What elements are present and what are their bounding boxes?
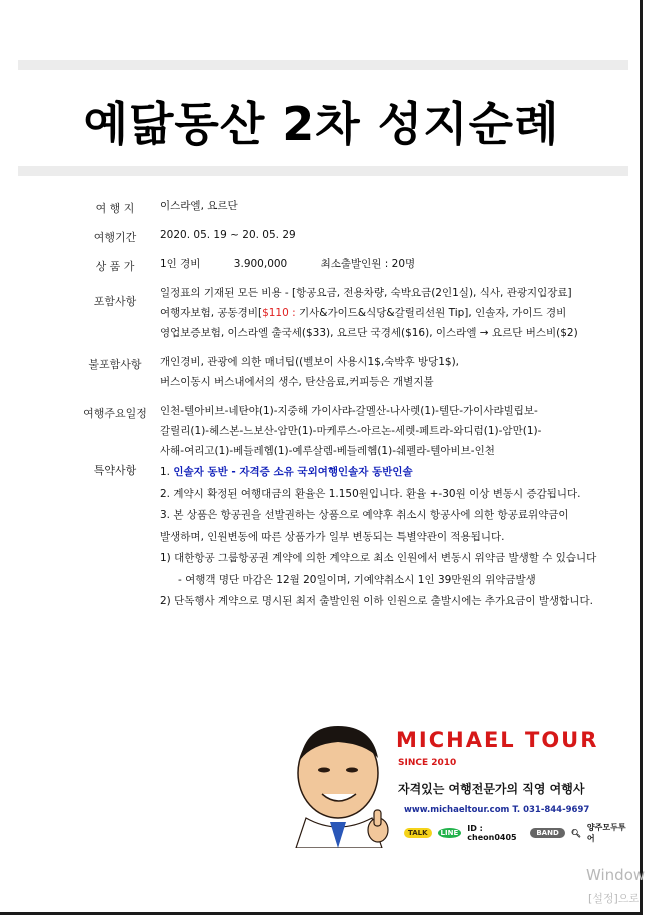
included-label: 포함사항	[93, 295, 137, 308]
notice-item-3a: 3. 본 상품은 항공권을 선발권하는 상품으로 예약후 취소시 항공사에 의한 항공료위약금이	[160, 509, 569, 521]
notice-item-4: 1) 대한항공 그룹항공권 계약에 의한 계약으로 최소 인원에서 변동시 위약금 발생할 수 있습니다	[160, 552, 597, 564]
destination-value: 이스라엘, 요르단	[160, 200, 238, 212]
included-row	[70, 287, 630, 343]
michael-tour-ad	[286, 708, 626, 848]
website-phone: www.michaeltour.com T. 031-844-9697	[404, 805, 590, 815]
included-line-1: 일정표의 기재된 모든 비용 - [항공요금, 전용차량, 숙박요금(2인1실), 식사, 관광지입장료]	[160, 287, 572, 299]
period-label: 여행기간	[93, 231, 137, 244]
search-icon: 🔍︎	[570, 828, 581, 838]
excluded-label: 불포함사항	[88, 358, 142, 371]
windows-activation-subtext: [설정]으로	[588, 892, 640, 905]
period-row	[70, 229, 630, 245]
included-value	[160, 283, 630, 343]
itinerary-row	[70, 405, 630, 461]
common-fee: $110 :	[262, 307, 296, 319]
price-amount: 3.900,000	[233, 258, 288, 270]
escort-notice: 인솔자 동반 - 자격증 소유 국외여행인솔자 동반인솔	[173, 466, 413, 478]
min-participants: 최소출발인원 : 20명	[320, 258, 416, 270]
notice-item-2: 2. 계약시 확정된 여행대금의 환율은 1.150원입니다. 환율 +-30원 이상 변동시 증감됩니다.	[160, 487, 581, 500]
notice-item-1: 1. 인솔자 동반 - 자격증 소유 국외여행인솔자 동반인솔	[160, 466, 413, 478]
windows-activation-watermark: Window	[586, 866, 646, 884]
excluded-row	[70, 356, 630, 392]
title-band-top	[18, 60, 628, 70]
excluded-line-1: 개인경비, 관광에 의한 매너팁((벨보이 사용시1$,숙박후 방당1$),	[160, 356, 460, 368]
trip-info	[70, 200, 630, 474]
page-title: 예닮동산 2차 성지순례	[83, 97, 560, 151]
price-label: 상 품 가	[95, 260, 135, 273]
itinerary-line-3: 사해-여리고(1)-베들레헴(1)-예루살렘-베들레헴(1)-쉐펠라-텔아비브-인천	[160, 445, 495, 457]
excluded-line-2: 버스이동시 버스내에서의 생수, 탄산음료,커피등은 개별지불	[160, 376, 434, 388]
brand-name: MICHAEL TOUR	[396, 728, 599, 752]
itinerary-value	[160, 401, 630, 461]
ad-slogan: 자격있는 여행전문가의 직영 여행사	[398, 782, 585, 796]
destination-label: 여 행 지	[95, 202, 135, 215]
band-icon: BAND	[530, 828, 564, 838]
notice-item-3b: 발생하며, 인원변동에 따른 상품가가 일부 변동되는 특별약관이 적용됩니다.	[160, 530, 505, 543]
price-value	[160, 254, 630, 274]
period-value: 2020. 05. 19 ~ 20. 05. 29	[160, 229, 296, 241]
caricature-image	[286, 718, 396, 848]
notice-label: 특약사항	[93, 464, 137, 477]
messenger-id: ID : cheon0405	[467, 824, 517, 842]
since-year: SINCE 2010	[398, 758, 457, 768]
special-terms	[160, 462, 630, 613]
itinerary-line-1: 인천-텔아비브-네탄야(1)-지중해 가이사랴-갈멜산-나사렛(1)-텔단-가이사랴빌립보-	[160, 405, 538, 417]
included-line-2: 여행자보험, 공동경비[$110 : 기사&가이드&식당&갈릴리선원 Tip], 인솔자, 가이드 경비	[160, 307, 567, 319]
itinerary-line-2: 갈릴리(1)-헤스본-느보산-암만(1)-마케루스-아르논-세렛-페트라-와디럼(1)-암만(1)-	[160, 425, 542, 437]
title-band-bottom	[18, 166, 628, 176]
destination-row	[70, 200, 630, 216]
price-row	[70, 258, 630, 274]
contact-row	[404, 822, 626, 844]
included-line-3: 영업보증보험, 이스라엘 출국세($33), 요르단 국경세($16), 이스라엘 → 요르단 버스비($2)	[160, 327, 578, 339]
line-icon: LINE	[438, 828, 462, 838]
notice-item-5: 2) 단독행사 계약으로 명시된 최저 출발인원 이하 인원으로 출발시에는 추가요금이 발생합니다.	[160, 595, 593, 607]
excluded-value	[160, 352, 630, 392]
notice-item-4-sub: - 여행객 명단 마감은 12월 20일이며, 기예약취소시 1인 39만원의 위약금발생	[178, 573, 536, 586]
itinerary-label: 여행주요일정	[83, 407, 147, 420]
kakaotalk-icon: TALK	[404, 828, 432, 838]
band-search-text: 양주모두투어	[586, 823, 626, 843]
price-unit: 1인 경비	[160, 258, 201, 270]
